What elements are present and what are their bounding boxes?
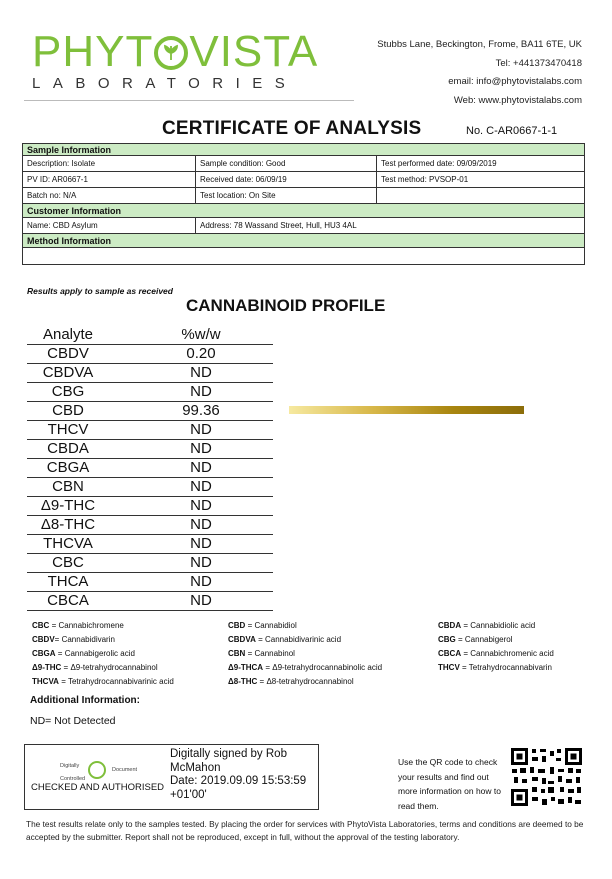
analyte-name: THCV — [47, 421, 89, 438]
legend-abbr: CBN — [228, 649, 246, 658]
analyte-name: CBGA — [46, 459, 90, 476]
table-row — [27, 439, 273, 459]
legend-name: Cannabidivarinic acid — [264, 635, 342, 644]
table-row — [27, 420, 273, 440]
legend-item — [438, 635, 513, 644]
legend-sep: = — [255, 635, 265, 644]
analyte-value: ND — [190, 478, 212, 495]
legend-item — [32, 677, 174, 686]
sample-info-header: Sample Information — [23, 144, 585, 156]
legend-abbr: Δ8-THC — [228, 677, 258, 686]
analyte-name: THCA — [47, 573, 89, 590]
footer-disclaimer: The test results relate only to the samples tested. By placing the order for services with PhytoVista Laboratories, terms and conditions are deemed to be accepted by the submitter. Report shall not be reproduced, except in full, without the approval of the testing laboratory. — [26, 819, 584, 842]
legend-item — [228, 677, 354, 686]
legend-sep: = — [58, 677, 68, 686]
sig-document-label: Document — [112, 767, 138, 773]
logo-text-right: VISTA — [189, 27, 319, 76]
analyte-name: Analyte — [42, 326, 94, 343]
legend-name: Cannabichromenic acid — [470, 649, 554, 658]
legend-item — [32, 621, 124, 630]
certificate-title: CERTIFICATE OF ANALYSIS — [162, 118, 422, 139]
analyte-name: Δ8-THC — [40, 516, 96, 533]
description-cell: Description: Isolate — [23, 156, 196, 172]
legend-sep: = — [49, 621, 59, 630]
analyte-name: CBDV — [47, 345, 89, 362]
sig-digitally-label: Digitally — [60, 763, 80, 769]
legend-abbr: Δ9-THCA — [228, 663, 264, 672]
legend-name: Cannabichromene — [58, 621, 124, 630]
logo-divider — [24, 100, 354, 101]
empty-cell — [377, 188, 585, 204]
analyte-value: ND — [190, 440, 212, 457]
table-row — [27, 458, 273, 478]
table-row — [27, 382, 273, 402]
sig-controlled-label: Controlled — [60, 776, 86, 782]
analyte-name: Δ9-THC — [40, 497, 96, 514]
digital-signature — [170, 748, 315, 802]
legend-name: Cannabinol — [254, 649, 295, 658]
legend-abbr: CBCA — [438, 649, 462, 658]
legend-abbr: CBD — [228, 621, 246, 630]
legend-abbr: CBDVA — [228, 635, 256, 644]
table-row — [27, 496, 273, 516]
additional-info-title: Additional Information: — [30, 695, 140, 706]
test-date-cell: Test performed date: 09/09/2019 — [377, 156, 585, 172]
legend-abbr: THCVA — [32, 677, 59, 686]
analyte-value: 0.20 — [186, 345, 216, 362]
legend-item — [32, 649, 135, 658]
cbd-bar — [289, 406, 524, 414]
legend-name: Cannabigerolic acid — [64, 649, 135, 658]
checked-authorised-label: CHECKED AND AUTHORISED — [31, 782, 165, 793]
table-row — [27, 591, 273, 611]
legend-name: Δ8-tetrahydrocannabinol — [266, 677, 354, 686]
analyte-name: CBN — [52, 478, 84, 495]
legend-abbr: CBDA — [438, 621, 462, 630]
legend-item — [32, 663, 158, 672]
table-header-row — [27, 325, 273, 345]
analyte-name: CBDVA — [42, 364, 94, 381]
batch-cell: Batch no: N/A — [23, 188, 196, 204]
customer-name-cell: Name: CBD Asylum — [23, 218, 196, 234]
analyte-value: ND — [190, 516, 212, 533]
received-date-cell: Received date: 06/09/19 — [196, 172, 377, 188]
signature-date: Date: 2019.09.09 15:53:59 +01'00' — [170, 775, 307, 801]
table-row — [27, 515, 273, 535]
legend-name: Δ9-tetrahydrocannabinol — [70, 663, 158, 672]
legend-sep: = — [459, 663, 469, 672]
legend-sep: = — [263, 663, 273, 672]
legend-item — [228, 649, 295, 658]
legend-sep: = — [461, 649, 471, 658]
legend-name: Cannabidiol — [254, 621, 297, 630]
analyte-name: CBDA — [47, 440, 89, 457]
table-row — [27, 401, 273, 421]
sample-condition-cell: Sample condition: Good — [196, 156, 377, 172]
company-email: email: info@phytovistalabs.com — [448, 76, 582, 87]
legend-sep: = — [245, 649, 255, 658]
legend-sep: = — [461, 621, 471, 630]
legend-name: Cannabigerol — [464, 635, 513, 644]
qr-code-icon[interactable] — [510, 747, 583, 807]
legend-name: Tetrahydrocannabivarin — [468, 663, 552, 672]
table-row — [27, 344, 273, 364]
legend-sep: = — [257, 677, 267, 686]
table-row — [27, 534, 273, 554]
legend-sep: = — [455, 635, 465, 644]
contact-block — [377, 36, 582, 110]
legend-abbr: CBC — [32, 621, 50, 630]
legend-abbr: CBG — [438, 635, 456, 644]
profile-title: CANNABINOID PROFILE — [186, 296, 386, 315]
legend-name: Cannabidiolic acid — [470, 621, 536, 630]
legend-sep: = — [245, 621, 255, 630]
company-logo — [32, 27, 319, 76]
analyte-value: ND — [190, 364, 212, 381]
document-control-logo-icon — [88, 761, 106, 779]
analyte-value: ND — [190, 383, 212, 400]
test-location-cell: Test location: On Site — [196, 188, 377, 204]
analyte-value: ND — [190, 421, 212, 438]
customer-address-cell: Address: 78 Wassand Street, Hull, HU3 4AL — [196, 218, 585, 234]
legend-abbr: THCV — [438, 663, 460, 672]
analyte-value: ND — [190, 497, 212, 514]
legend-item — [438, 663, 552, 672]
legend-abbr: Δ9-THC — [32, 663, 62, 672]
analyte-value: ND — [190, 459, 212, 476]
results-note: Results apply to sample as received — [27, 286, 173, 296]
method-info-body — [23, 248, 585, 265]
analyte-value: 99.36 — [182, 402, 220, 419]
test-method-cell: Test method: PVSOP-01 — [377, 172, 585, 188]
legend-sep: = — [54, 635, 62, 644]
legend-item — [228, 635, 341, 644]
logo-subtitle: LABORATORIES — [32, 75, 298, 92]
table-row — [27, 363, 273, 383]
analyte-value: ND — [190, 592, 212, 609]
legend-item — [438, 649, 554, 658]
analyte-value: ND — [190, 535, 212, 552]
sample-info-table — [22, 143, 585, 265]
legend-item — [32, 635, 115, 644]
leaf-logo-icon — [154, 36, 188, 70]
nd-note: ND= Not Detected — [30, 715, 116, 727]
legend-name: Cannabidivarin — [61, 635, 115, 644]
company-web: Web: www.phytovistalabs.com — [453, 94, 582, 106]
legend-sep: = — [61, 663, 71, 672]
legend-item — [438, 621, 535, 630]
analyte-name: CBG — [51, 383, 85, 400]
legend-sep: = — [55, 649, 65, 658]
analyte-value: ND — [190, 573, 212, 590]
table-row — [27, 553, 273, 573]
logo-text-left: PHYT — [32, 27, 154, 76]
analyte-name: CBD — [52, 402, 84, 419]
analyte-name: CBCA — [47, 592, 89, 609]
legend-item — [228, 663, 382, 672]
analyte-value: %w/w — [181, 326, 221, 343]
analyte-name: CBC — [52, 554, 84, 571]
table-row — [27, 572, 273, 592]
legend-name: Tetrahydrocannabivarinic acid — [67, 677, 174, 686]
company-address: Stubbs Lane, Beckington, Frome, BA11 6TE, UK — [377, 39, 582, 50]
company-tel: Tel: +441373470418 — [495, 57, 582, 69]
certificate-number: No. C-AR0667-1-1 — [466, 125, 558, 137]
legend-abbr: CBDV — [32, 635, 55, 644]
legend-item — [228, 621, 297, 630]
table-row — [27, 477, 273, 497]
qr-instructions: Use the QR code to check your results and find out more information on how to read them. — [398, 757, 501, 811]
signed-by: Digitally signed by Rob McMahon — [170, 748, 287, 774]
customer-info-header: Customer Information — [23, 204, 585, 218]
pv-id-cell: PV ID: AR0667-1 — [23, 172, 196, 188]
legend-abbr: CBGA — [32, 649, 56, 658]
analyte-value: ND — [190, 554, 212, 571]
legend-name: Δ9-tetrahydrocannabinolic acid — [272, 663, 383, 672]
analyte-name: THCVA — [43, 535, 93, 552]
method-info-header: Method Information — [23, 234, 585, 248]
